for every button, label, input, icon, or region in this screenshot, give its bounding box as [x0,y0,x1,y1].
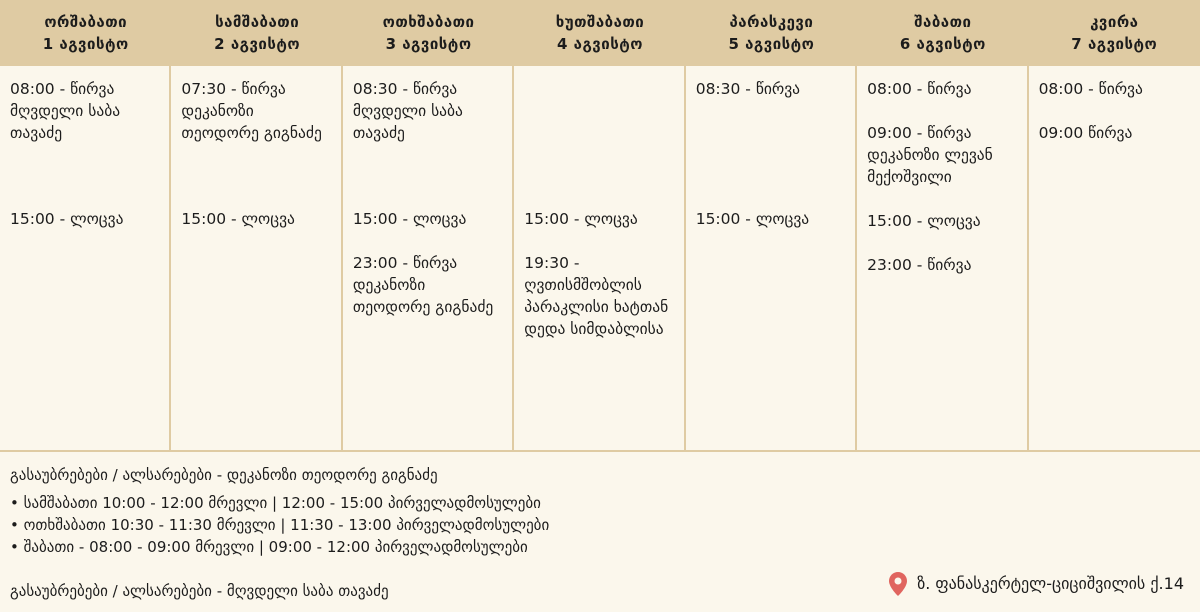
confession-item: • შაბათი - 08:00 - 09:00 მრევლი | 09:00 - 12:00 პირველადმოსულები [10,536,830,558]
day-name: ოთხშაბათი [382,13,475,31]
day-column [514,66,685,450]
day-column [686,66,857,450]
address [889,572,1184,596]
schedule-event: 23:00 - წირვა [867,256,972,274]
day-name: შაბათი [914,13,972,31]
divider [0,450,1200,452]
confession-title: გასაუბრებები / ალსარებები - დეკანოზი თეოდორე გიგნაძე [10,466,438,484]
schedule-event: 09:00 - წირვა დეკანოზი ლევან მექოშვილი [867,124,993,186]
day-date: 1 აგვისტო [42,35,129,53]
schedule-event: 15:00 - ლოცვა [181,210,295,228]
day-date: 5 აგვისტო [728,35,815,53]
afternoon-events [524,208,675,362]
schedule-event: 19:30 - ღვთისმშობლის პარაკლისი ხატთან დედა სიმდაბლისა [524,254,669,338]
day-date: 6 აგვისტო [899,35,986,53]
afternoon-events [181,208,332,252]
day-header [686,0,857,66]
day-column [0,66,171,450]
day-header [171,0,342,66]
schedule-event: 23:00 - წირვა დეკანოზი თეოდორე გიგნაძე [352,254,494,316]
day-name: ხუთშაბათი [555,13,645,31]
schedule-event: 08:00 - წირვა მღვდელი საბა თავაძე [10,80,121,142]
day-date: 7 აგვისტო [1071,35,1158,53]
confession-list [10,492,830,558]
day-name: სამშაბათი [215,13,300,31]
day-header [514,0,685,66]
day-column [171,66,342,450]
afternoon-events [353,208,504,340]
day-name: კვირა [1090,13,1139,31]
day-header [343,0,514,66]
day-header [1029,0,1200,66]
schedule-event: 09:00 წირვა [1038,124,1133,142]
afternoon-events [696,208,847,252]
day-name: ორშაბათი [44,13,128,31]
schedule-event: 15:00 - ლოცვა [352,210,467,228]
schedule-event: 08:00 - წირვა [1038,80,1143,98]
day-date: 4 აგვისტო [557,35,643,53]
day-column [343,66,514,450]
day-header [857,0,1028,66]
schedule-event: 15:00 - ლოცვა [10,210,124,228]
schedule-event: 08:30 - წირვა მღვდელი საბა თავაძე [352,80,463,142]
afternoon-events [10,208,161,252]
confession-schedule [10,464,830,600]
day-date: 3 აგვისტო [385,35,472,53]
location-pin-icon [889,572,907,596]
schedule-event: 15:00 - ლოცვა [524,210,638,228]
day-column [857,66,1028,450]
day-header [0,0,171,66]
schedule-event: 07:30 - წირვა დეკანოზი თეოდორე გიგნაძე [181,80,322,142]
day-column [1029,66,1200,450]
confession-title-2: გასაუბრებები / ალსარებები - მღვდელი საბა თავაძე [10,582,389,600]
address-text: ზ. ფანასკერტელ-ციციშვილის ქ.14 [917,574,1184,593]
confession-item: • ოთხშაბათი 10:30 - 11:30 მრევლი | 11:30 - 13:00 პირველადმოსულები [10,514,830,536]
confession-item: • სამშაბათი 10:00 - 12:00 მრევლი | 12:00 - 15:00 პირველადმოსულები [10,492,830,514]
schedule-event: 08:30 - წირვა [695,80,801,98]
day-date: 2 აგვისტო [214,35,301,53]
schedule-event: 08:00 - წირვა [867,80,972,98]
day-name: პარასკევი [729,13,814,31]
schedule-event: 15:00 - ლოცვა [695,210,810,228]
schedule-event: 15:00 - ლოცვა [867,212,981,230]
